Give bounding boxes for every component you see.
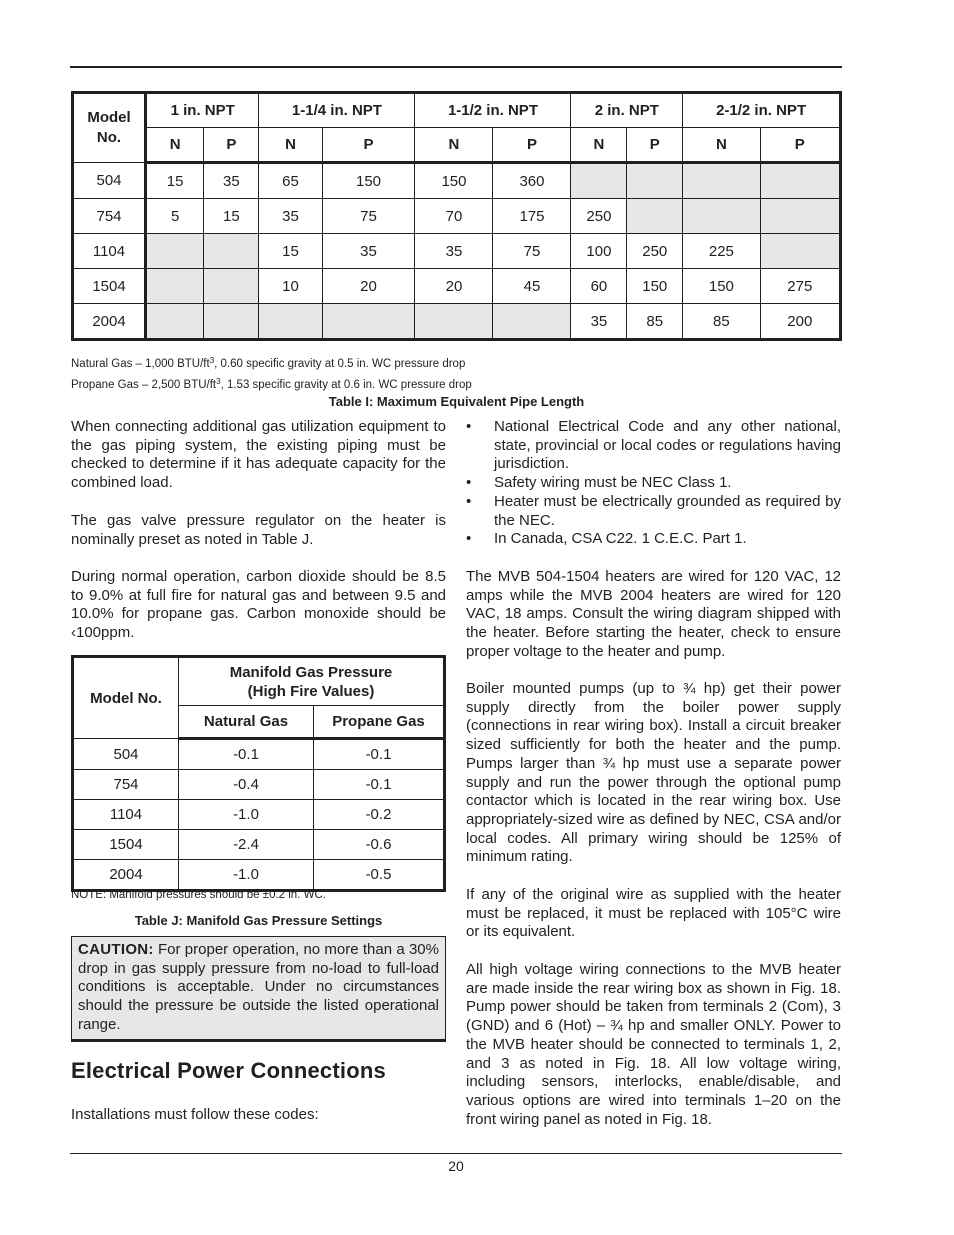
size-header: 1-1/4 in. NPT [259,93,415,128]
table-i-caption: Table I: Maximum Equivalent Pipe Length [328,394,585,409]
table-row [73,269,841,304]
empty-cell [146,269,204,304]
table-row [73,800,445,830]
gas-p-header: P [760,128,840,163]
empty-cell [760,234,840,269]
footer-rule [70,1153,842,1154]
voltage-paragraph: The MVB 504-1504 heaters are wired for 120 VAC, 12 amps while the MVB 2004 heaters are wired for 120 VAC, 18 amps. Consult the wiring diagram shipped with the heater. Before starting the heater, check to ensure proper voltage to the heater and pump. [466,568,841,660]
size-header: 2 in. NPT [571,93,683,128]
manifold-pressure-header: Manifold Gas Pressure (High Fire Values) [179,657,445,706]
empty-cell [627,199,683,234]
value-cell: 75 [322,199,415,234]
value-cell: 15 [204,199,259,234]
empty-cell [146,234,204,269]
size-header: 2-1/2 in. NPT [683,93,841,128]
value-cell: 35 [259,199,322,234]
model-cell: 2004 [73,304,146,340]
empty-cell [760,163,840,199]
section-heading: Electrical Power Connections [71,1058,386,1083]
gas-n-header: N [415,128,493,163]
value-cell: 275 [760,269,840,304]
combustion-paragraph: During normal operation, carbon dioxide should be 8.5 to 9.0% at full fire for natural gas and between 9.5 and 10.0% for propane gas. Carbon monoxide should be ‹100ppm. [71,568,446,642]
table-row [73,234,841,269]
model-cell: 754 [73,199,146,234]
propane-cell: -0.2 [314,800,445,830]
gas-n-header: N [146,128,204,163]
table-row [73,860,445,891]
header-rule [70,66,842,68]
list-item: • National Electrical Code and any other national, state, provincial or local codes or regulations having jurisdiction. [466,418,841,473]
natural-gas-note: Natural Gas – 1,000 BTU/$ft^3$, 0.60 specific gravity at 0.5 in. WC pressure drop [71,356,466,370]
value-cell: 15 [146,163,204,199]
value-cell: 175 [493,199,571,234]
list-item: • Safety wiring must be NEC Class 1. [466,474,732,492]
value-cell: 250 [627,234,683,269]
model-cell: 1504 [73,830,179,860]
pipe-length-table [71,91,842,341]
model-cell: 1104 [73,234,146,269]
natural-gas-header: Natural Gas [179,706,314,739]
empty-cell [146,304,204,340]
empty-cell [571,163,627,199]
gas-p-header: P [204,128,259,163]
gas-capacity-paragraph: When connecting additional gas utilization equipment to the gas piping system, the existing piping must be checked to determine if it has adequate capacity for the combined load. [71,418,446,492]
codes-list [466,418,841,549]
propane-gas-header: Propane Gas [314,706,445,739]
natural-cell: -1.0 [179,800,314,830]
table-row [73,304,841,340]
value-cell: 85 [627,304,683,340]
empty-cell [683,163,760,199]
page-number: 20 [448,1158,464,1174]
table-row [73,163,841,199]
propane-cell: -0.1 [314,770,445,800]
gas-n-header: N [683,128,760,163]
empty-cell [259,304,322,340]
empty-cell [760,199,840,234]
value-cell: 360 [493,163,571,199]
value-cell: 60 [571,269,627,304]
value-cell: 10 [259,269,322,304]
gas-n-header: N [259,128,322,163]
natural-cell: -0.4 [179,770,314,800]
natural-cell: -1.0 [179,860,314,891]
propane-cell: -0.1 [314,739,445,770]
value-cell: 150 [415,163,493,199]
wire-replacement-paragraph: If any of the original wire as supplied with the heater must be replaced, it must be replaced with 105°C wire or its equivalent. [466,886,841,941]
value-cell: 225 [683,234,760,269]
pump-power-paragraph: Boiler mounted pumps (up to ¾ hp) get their power supply directly from the boiler power supply (connections in rear wiring box). Install a circuit breaker sized sufficiently for both the heater and the pump. Pumps larger than ¾ hp must use a separate power supply and run the power through the optional pump contactor which is located in the rear wiring box. Use appropriately-sized wire as defined by NEC, CSA and/or local codes. All primary wiring should be 125% of minimum rating. [466,680,841,866]
manifold-pressure-table [71,655,446,892]
size-header: 1 in. NPT [146,93,259,128]
table-row [73,739,445,770]
value-cell: 65 [259,163,322,199]
value-cell: 35 [322,234,415,269]
value-cell: 150 [683,269,760,304]
empty-cell [627,163,683,199]
natural-cell: -2.4 [179,830,314,860]
value-cell: 85 [683,304,760,340]
value-cell: 100 [571,234,627,269]
empty-cell [322,304,415,340]
value-cell: 15 [259,234,322,269]
regulator-paragraph: The gas valve pressure regulator on the heater is nominally preset as noted in Table J. [71,512,446,548]
empty-cell [204,269,259,304]
list-item: • In Canada, CSA C22. 1 C.E.C. Part 1. [466,530,747,548]
model-header: Model No. [73,657,179,739]
model-cell: 504 [73,163,146,199]
propane-cell: -0.6 [314,830,445,860]
empty-cell [204,304,259,340]
model-cell: 1504 [73,269,146,304]
value-cell: 45 [493,269,571,304]
table-row [73,830,445,860]
model-cell: 2004 [73,860,179,891]
manifold-note: NOTE: Manifold pressures should be ±0.2 in. WC. [71,889,326,901]
gas-p-header: P [627,128,683,163]
value-cell: 70 [415,199,493,234]
value-cell: 75 [493,234,571,269]
natural-cell: -0.1 [179,739,314,770]
empty-cell [493,304,571,340]
value-cell: 200 [760,304,840,340]
model-cell: 754 [73,770,179,800]
table-row [73,199,841,234]
codes-intro: Installations must follow these codes: [71,1106,319,1123]
value-cell: 35 [415,234,493,269]
table-row [73,770,445,800]
caution-label: CAUTION: [78,941,154,958]
model-header: Model No. [73,93,146,163]
value-cell: 150 [627,269,683,304]
value-cell: 250 [571,199,627,234]
empty-cell [415,304,493,340]
propane-gas-note: Propane Gas – 2,500 BTU/$ft^3$, 1.53 specific gravity at 0.6 in. WC pressure drop [71,377,472,391]
gas-notes [71,352,472,394]
gas-p-header: P [493,128,571,163]
gas-p-header: P [322,128,415,163]
value-cell: 20 [322,269,415,304]
value-cell: 5 [146,199,204,234]
caution-text: For proper operation, no more than a 30% drop in gas supply pressure from no-load to full-load conditions is acceptable. Under no circumstances should the pressure be outside the listed operational range. [78,941,439,1033]
model-cell: 504 [73,739,179,770]
propane-cell: -0.5 [314,860,445,891]
empty-cell [683,199,760,234]
empty-cell [204,234,259,269]
value-cell: 35 [571,304,627,340]
gas-n-header: N [571,128,627,163]
list-item: • Heater must be electrically grounded as required by the NEC. [466,492,841,529]
size-header: 1-1/2 in. NPT [415,93,571,128]
value-cell: 35 [204,163,259,199]
value-cell: 150 [322,163,415,199]
caution-box [71,936,446,1042]
table-j-caption: Table J: Manifold Gas Pressure Settings [134,913,383,928]
value-cell: 20 [415,269,493,304]
model-cell: 1104 [73,800,179,830]
wiring-connections-paragraph: All high voltage wiring connections to the MVB heater are made inside the rear wiring box as shown in Fig. 18. Pump power should be taken from terminals 2 (Com), 3 (GND) and 6 (Hot) – ¾ hp and smaller ONLY. Power to the MVB heater should be connected to terminals 1, 2, and 3 as noted in Fig. 18. All low voltage wiring, including sensors, interlocks, enable/disable, and various options are wired into terminals 1–20 on the front wiring panel as noted in Fig. 18. [466,961,841,1128]
